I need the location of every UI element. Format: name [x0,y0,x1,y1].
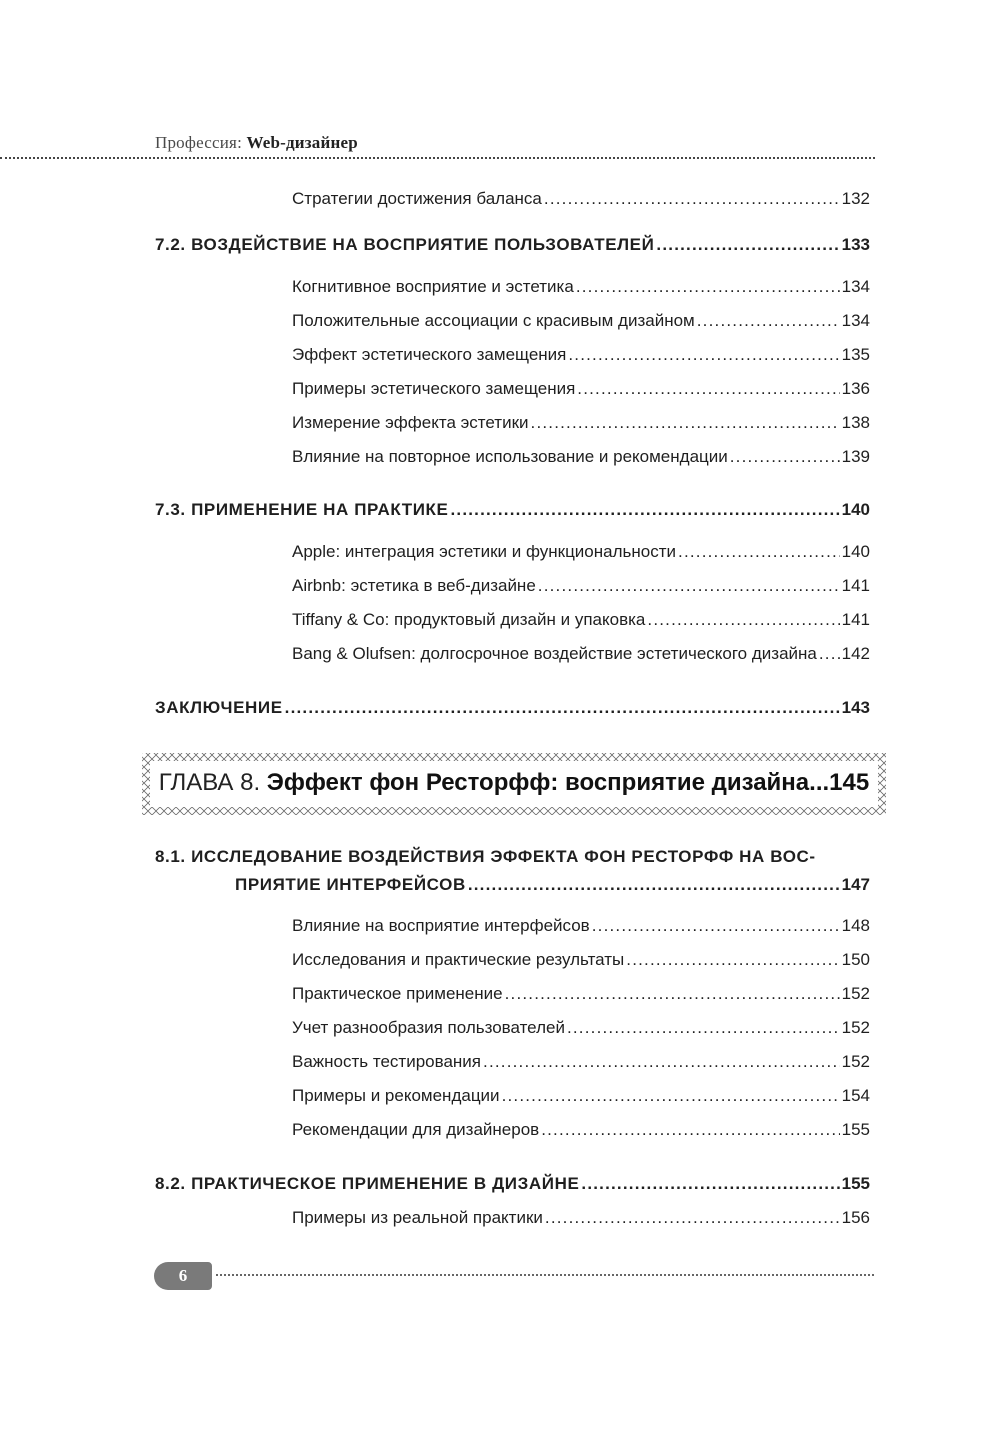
running-head [155,133,358,153]
toc-entry-page: 148 [841,916,870,935]
toc-entry-title: Tiffany & Co: продуктовый дизайн и упаковка [292,610,646,629]
toc-entry[interactable] [292,277,870,297]
leader-dots [819,644,840,664]
toc-entry-page: 152 [841,984,870,1003]
toc-entry-title: Влияние на повторное использование и рекомендации [292,447,728,466]
toc-entry[interactable] [292,1086,870,1106]
leader-dots [626,950,839,970]
toc-entry-title: Примеры и рекомендации [292,1086,500,1105]
toc-section-7-3[interactable] [155,500,870,520]
toc-entry[interactable] [292,413,870,433]
toc-entry-page: 141 [841,576,870,595]
toc-entry-title: Bang & Olufsen: долгосрочное воздействие эстетического дизайна [292,644,817,663]
leader-dots [285,698,840,718]
toc-entry-title: Когнитивное восприятие и эстетика [292,277,574,296]
section-heading: 7.3. ПРИМЕНЕНИЕ НА ПРАКТИКЕ [155,500,449,519]
toc-entry-title: Важность тестирования [292,1052,482,1071]
section-page: 155 [841,1174,870,1193]
chapter-title: Эффект фон Ресторфф: восприятие дизайна...145 [266,769,870,796]
toc-entry-title: Примеры эстетического замещения [292,379,576,398]
leader-dots [678,542,840,562]
toc-section-8-1[interactable] [235,875,870,895]
leader-dots [647,610,839,630]
toc-entry-page: 155 [841,1120,870,1139]
section-page: 133 [841,235,870,254]
toc-entry[interactable] [292,189,870,209]
toc-entry-title: Исследования и практические результаты [292,950,625,969]
leader-dots [656,235,839,255]
section-heading: 8.2. ПРАКТИЧЕСКОЕ ПРИМЕНЕНИЕ В ДИЗАЙНЕ [155,1174,580,1193]
leader-dots [592,916,840,936]
header-dotted-rule [0,157,875,159]
toc-entry-title: Стратегии достижения баланса [292,189,542,208]
toc-entry-page: 136 [841,379,870,398]
toc-entry-page: 138 [841,413,870,432]
toc-entry-page: 140 [841,542,870,561]
leader-dots [538,576,840,596]
running-head-title: Web-дизайнер [246,133,358,152]
toc-entry-title: Рекомендации для дизайнеров [292,1120,540,1139]
toc-entry[interactable] [292,1120,870,1140]
toc-entry[interactable] [292,311,870,331]
running-head-prefix: Профессия: [155,133,247,152]
leader-dots [568,345,839,365]
toc-entry-title: Влияние на восприятие интерфейсов [292,916,590,935]
leader-dots [730,447,840,467]
chapter-label: ГЛАВА 8. [158,769,267,796]
toc-entry-page: 132 [841,189,870,208]
toc-entry-title: Apple: интеграция эстетики и функциональности [292,542,677,561]
page-number-tab: 6 [154,1262,212,1290]
toc-entry-title: Практическое применение [292,984,503,1003]
toc-entry[interactable] [292,644,870,664]
toc-entry[interactable] [292,447,870,467]
toc-entry[interactable] [292,576,870,596]
leader-dots [567,1018,840,1038]
footer-dotted-rule [216,1274,874,1276]
leader-dots [483,1052,840,1072]
toc-section-8-2[interactable] [155,1174,870,1194]
toc-entry-title: Airbnb: эстетика в веб-дизайне [292,576,536,595]
leader-dots [544,189,840,209]
toc-entry[interactable] [292,345,870,365]
toc-entry[interactable] [292,1018,870,1038]
toc-entry[interactable] [292,610,870,630]
toc-section-7-2[interactable] [155,235,870,255]
toc-entry-page: 142 [841,644,870,663]
toc-entry-page: 135 [841,345,870,364]
leader-dots [577,379,839,399]
section-page: 147 [841,875,870,894]
toc-entry-page: 156 [841,1208,870,1227]
toc-entry-page: 152 [841,1052,870,1071]
toc-entry-page: 152 [841,1018,870,1037]
toc-entry-title: Учет разнообразия пользователей [292,1018,565,1037]
toc-entry[interactable] [292,542,870,562]
toc-entry-page: 154 [841,1086,870,1105]
section-heading: ЗАКЛЮЧЕНИЕ [155,698,283,717]
toc-entry[interactable] [292,1052,870,1072]
toc-entry[interactable] [292,1208,870,1228]
toc-entry-title: Эффект эстетического замещения [292,345,567,364]
toc-entry-page: 134 [841,277,870,296]
toc-entry[interactable] [292,379,870,399]
leader-dots [502,1086,840,1106]
section-page: 140 [841,500,870,519]
toc-entry[interactable] [292,984,870,1004]
leader-dots [545,1208,840,1228]
section-heading: ПРИЯТИЕ ИНТЕРФЕЙСОВ [235,875,466,894]
toc-entry-page: 141 [841,610,870,629]
toc-entry[interactable] [292,916,870,936]
section-heading: 7.2. ВОЗДЕЙСТВИЕ НА ВОСПРИЯТИЕ ПОЛЬЗОВАТЕЛЕЙ [155,235,655,254]
toc-entry-title: Положительные ассоциации с красивым дизайном [292,311,695,330]
toc-entry[interactable] [292,950,870,970]
leader-dots [576,277,840,297]
toc-entry-title: Измерение эффекта эстетики [292,413,529,432]
chapter-heading [140,769,888,797]
leader-dots [531,413,840,433]
leader-dots [697,311,840,331]
leader-dots [581,1174,839,1194]
toc-entry-page: 134 [841,311,870,330]
toc-entry-page: 150 [841,950,870,969]
leader-dots [505,984,840,1004]
section-page: 143 [841,698,870,717]
toc-section-8-1-line1[interactable]: 8.1. ИССЛЕДОВАНИЕ ВОЗДЕЙСТВИЯ ЭФФЕКТА ФОН РЕСТОРФФ НА ВОС- [155,847,816,866]
toc-conclusion[interactable] [155,698,870,718]
leader-dots [450,500,839,520]
toc-entry-title: Примеры из реальной практики [292,1208,543,1227]
leader-dots [541,1120,839,1140]
toc-entry-page: 139 [841,447,870,466]
leader-dots [468,875,840,895]
chapter-8-banner[interactable] [140,751,888,817]
